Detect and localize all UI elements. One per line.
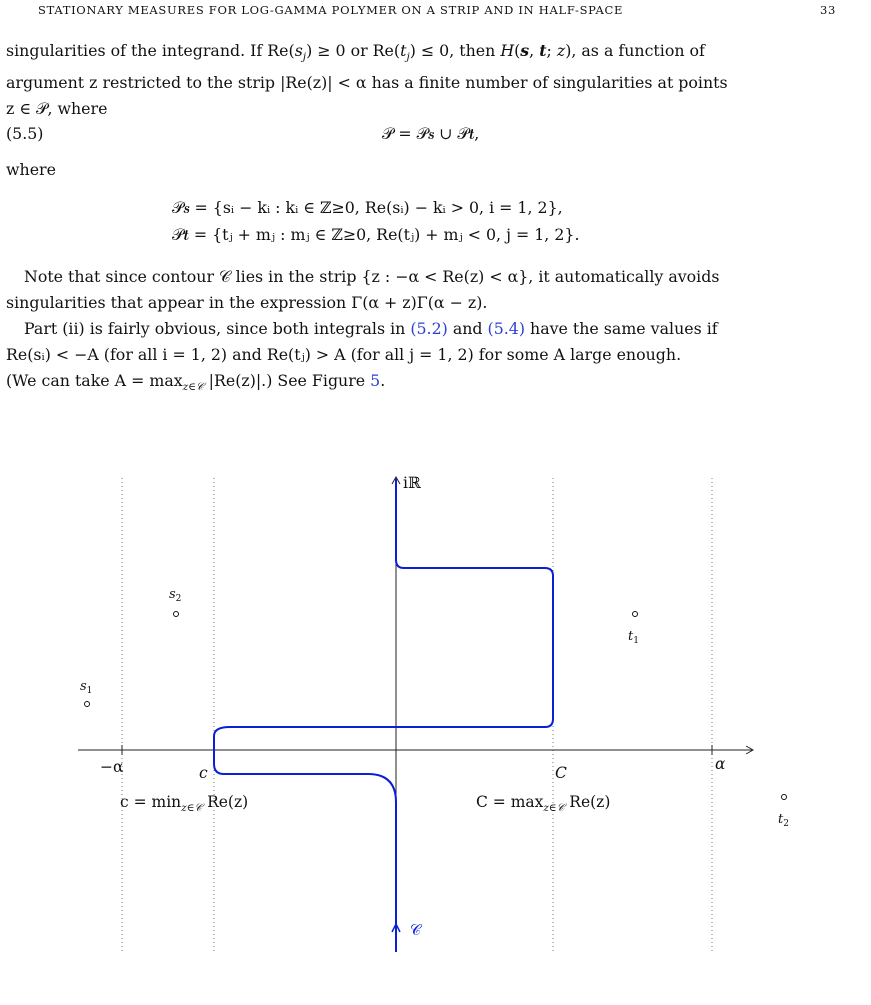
neg-alpha-label: −α bbox=[100, 758, 124, 776]
point-s2 bbox=[174, 612, 179, 617]
t1-label: $t_1$ bbox=[628, 629, 639, 646]
figure-caption-area bbox=[0, 960, 871, 1005]
paragraph-contour-note bbox=[6, 264, 864, 316]
equation-body: 𝒫 = 𝒫𝒔 ∪ 𝒫𝒕, bbox=[382, 124, 480, 143]
dotted-guides bbox=[122, 478, 712, 952]
figure-ref-link[interactable]: 5 bbox=[370, 371, 381, 390]
paragraph-part-ii bbox=[6, 316, 864, 400]
paragraph-line: Note that since contour 𝒞 lies in the strip {z : −α < Re(z) < α}, it automatically avoids bbox=[24, 267, 720, 286]
contour-label: 𝒞 bbox=[410, 921, 421, 939]
paragraph-line: Part (ii) is fairly obvious, since both integrals in (5.2) and (5.4) have the same values if bbox=[24, 319, 718, 338]
point-s1 bbox=[85, 702, 90, 707]
paragraph-line: singularities that appear in the expression Γ(α + z)Γ(α − z). bbox=[6, 293, 488, 312]
running-title: STATIONARY MEASURES FOR LOG-GAMMA POLYMER ON A STRIP AND IN HALF-SPACE bbox=[38, 3, 624, 17]
big-c-label: C bbox=[555, 764, 567, 782]
singularity-points bbox=[85, 612, 787, 800]
set-definition-ps: 𝒫𝒔 = {sᵢ − kᵢ : kᵢ ∈ ℤ≥0, Re(sᵢ) − kᵢ > 0, i = 1, 2}, bbox=[172, 198, 563, 217]
point-t1 bbox=[633, 612, 638, 617]
axes bbox=[78, 477, 753, 952]
paragraph-singularities bbox=[6, 38, 864, 122]
point-t2 bbox=[782, 795, 787, 800]
alpha-label: α bbox=[715, 755, 726, 773]
c-definition: $c = \min_{z\in 𝒞} Re(z)$ bbox=[120, 793, 249, 814]
contour-figure bbox=[0, 440, 871, 960]
paragraph-line: z ∈ 𝒫, where bbox=[6, 99, 108, 119]
equation-label: (5.5) bbox=[6, 124, 44, 143]
equation-ref-link[interactable]: (5.4) bbox=[487, 319, 525, 338]
c-label: c bbox=[199, 764, 208, 782]
imaginary-axis-label: iℝ bbox=[403, 474, 421, 492]
s2-label: $s_2$ bbox=[169, 587, 182, 604]
t2-label: $t_2$ bbox=[778, 812, 789, 829]
running-header bbox=[38, 3, 836, 17]
s1-label: $s_1$ bbox=[80, 679, 93, 696]
contour-path bbox=[214, 478, 553, 952]
where-text: where bbox=[6, 160, 56, 179]
set-definition-pt: 𝒫𝒕 = {tⱼ + mⱼ : mⱼ ∈ ℤ≥0, Re(tⱼ) + mⱼ < 0, j = 1, 2}. bbox=[172, 225, 580, 244]
equation-ref-link[interactable]: (5.2) bbox=[410, 319, 448, 338]
paragraph-line: argument z restricted to the strip |Re(z)| < α has a finite number of singularities at points bbox=[6, 73, 728, 93]
paragraph-line: singularities of the integrand. If $Re(s_j) \ge 0$ or $Re(t_j) \le 0$, then H(s, t; z), as a function of bbox=[6, 41, 705, 64]
page-number: 33 bbox=[819, 3, 836, 17]
paragraph-line: Re(sᵢ) < −A (for all i = 1, 2) and Re(tⱼ) > A (for all j = 1, 2) for some A large enough. bbox=[6, 345, 682, 364]
paragraph-line: (We can take $A = \max_{z\in 𝒞} |Re(z)|$.) See Figure 5. bbox=[6, 371, 386, 394]
big-c-definition: $C = \max_{z\in 𝒞} Re(z)$ bbox=[476, 793, 611, 814]
